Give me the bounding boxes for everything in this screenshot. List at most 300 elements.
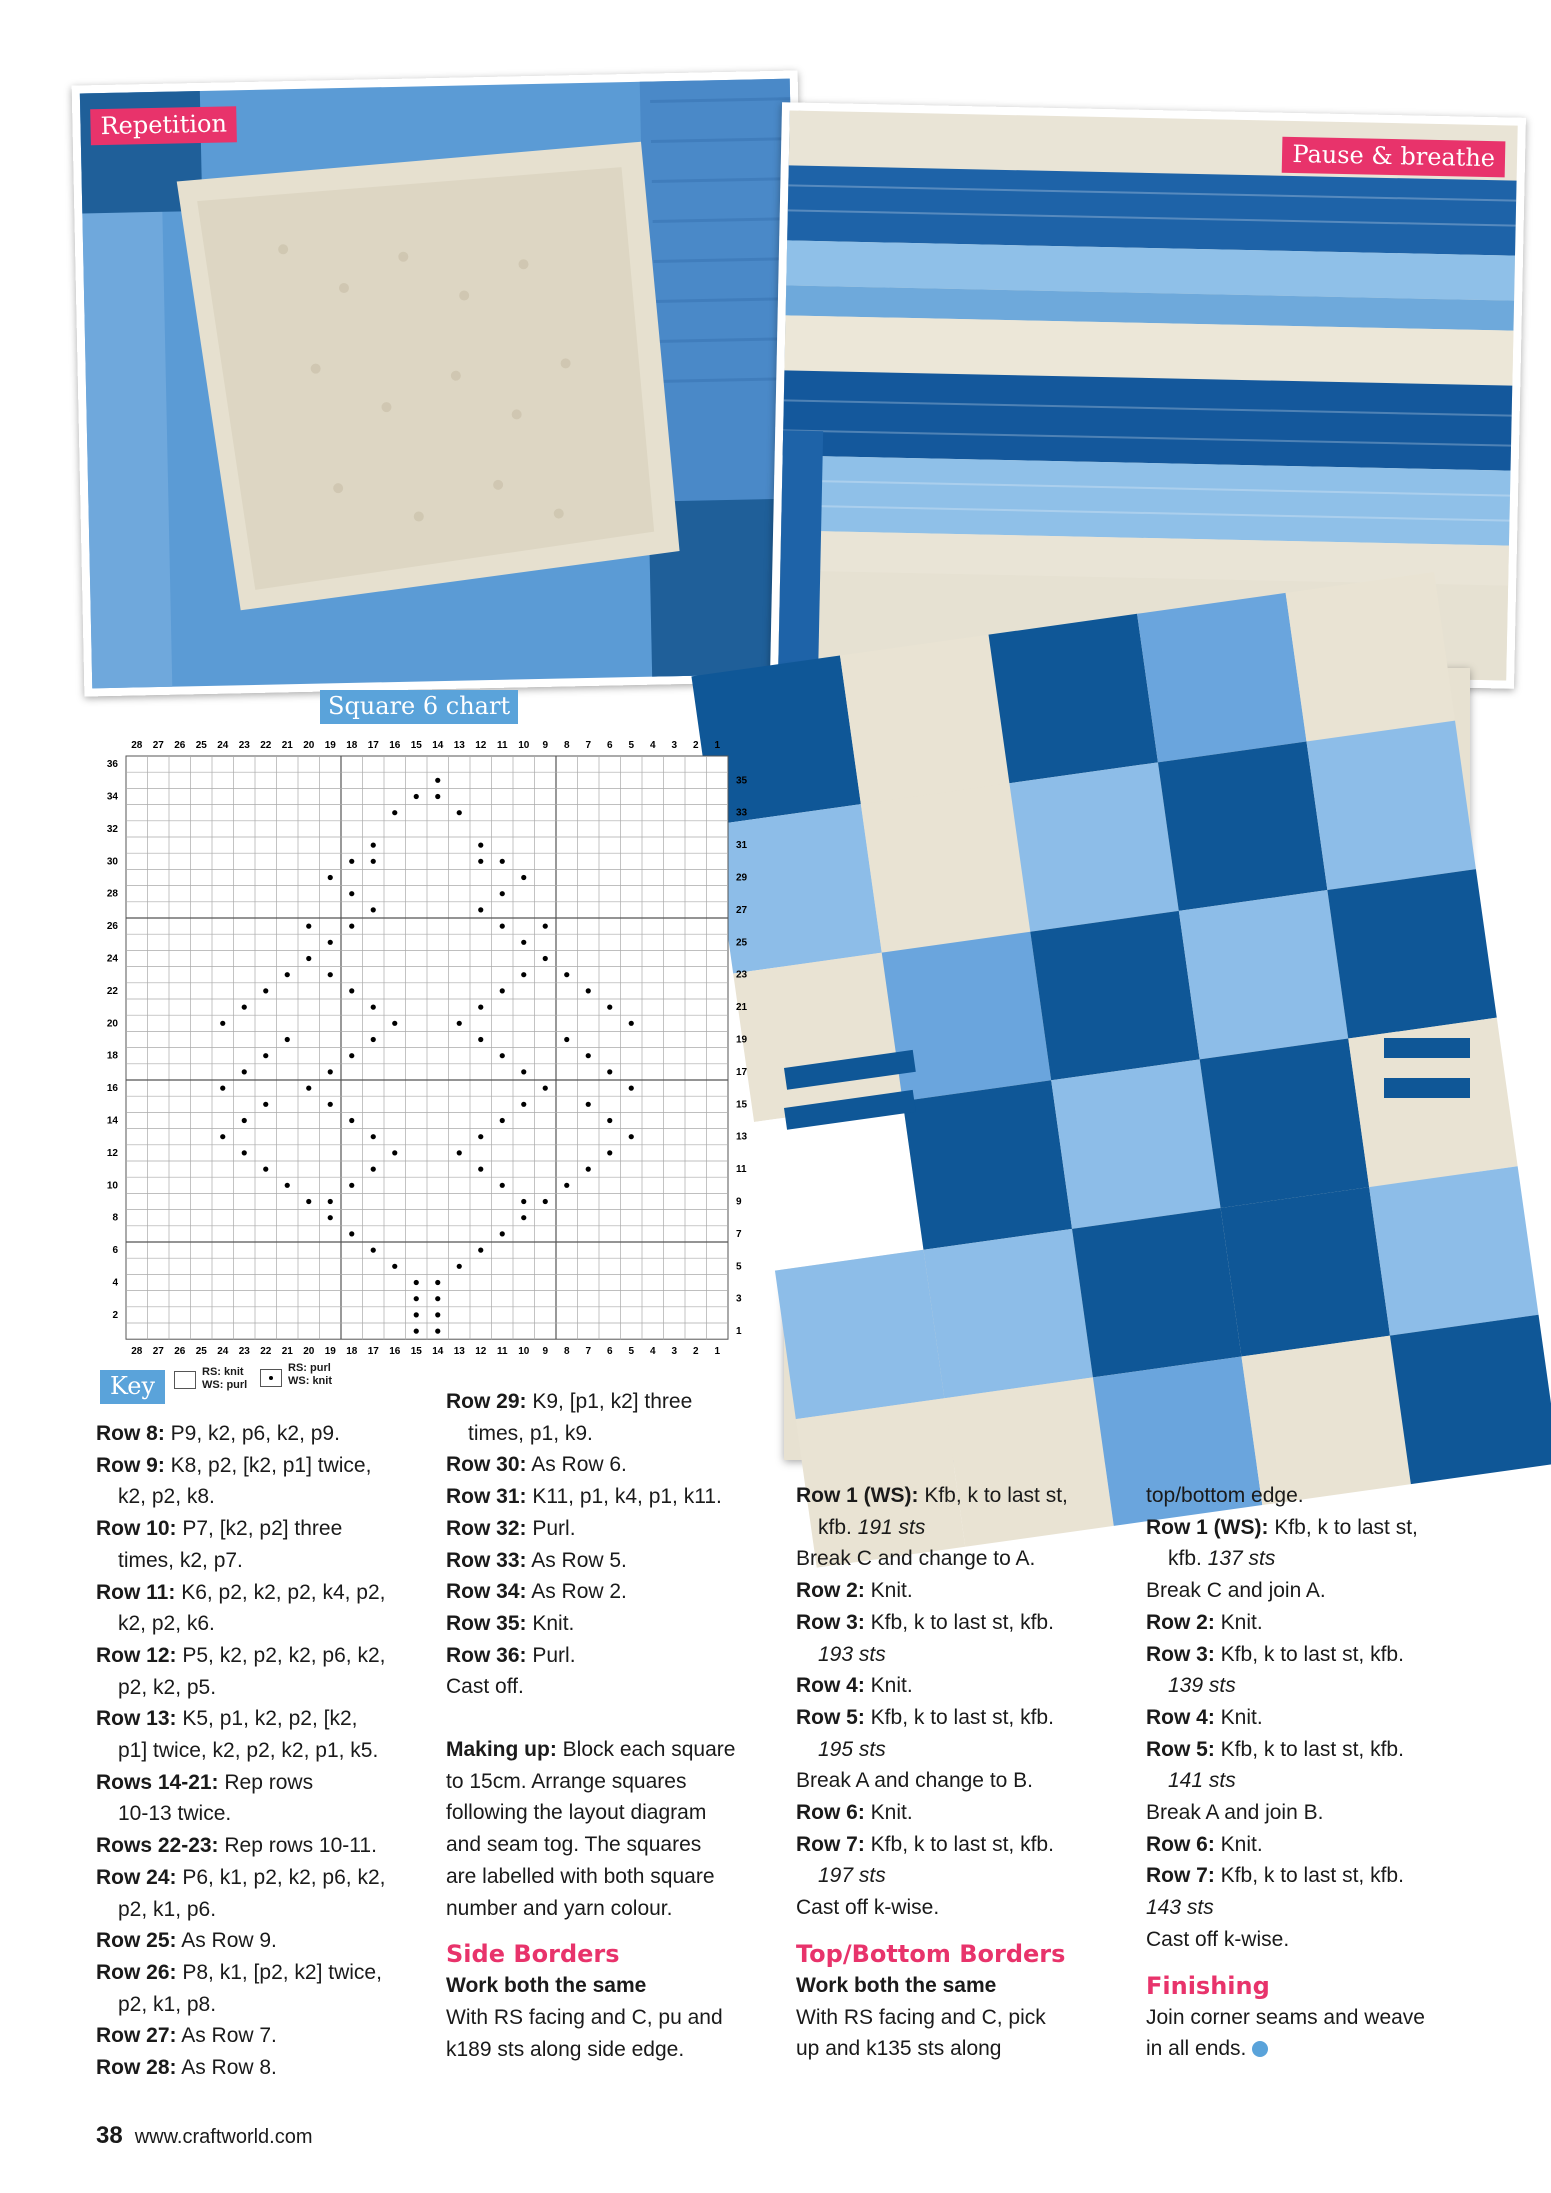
instruction-line: Row 2: Knit. [1146, 1610, 1263, 1634]
purl-dot [349, 1231, 354, 1236]
purl-dot [242, 1005, 247, 1010]
purl-key-icon [260, 1369, 282, 1387]
instruction-line: Row 28: As Row 8. [96, 2056, 277, 2080]
website: www.craftworld.com [134, 2126, 313, 2148]
col-label-bottom: 11 [496, 1346, 508, 1358]
purl-dot [586, 1102, 591, 1107]
purl-dot [500, 924, 505, 929]
col-label-top: 8 [563, 740, 570, 751]
chart-title: Square 6 chart [320, 690, 518, 724]
col-label-top: 9 [542, 740, 549, 751]
purl-dot [263, 1167, 268, 1172]
instruction-line: k2, p2, k6. [118, 1612, 215, 1636]
instruction-line: Row 35: Knit. [446, 1611, 575, 1635]
purl-dot [220, 1021, 225, 1026]
instruction-line: p2, k1, p6. [118, 1897, 217, 1921]
col-label-bottom: 4 [649, 1346, 656, 1358]
purl-dot [629, 1021, 634, 1026]
purl-dot [349, 891, 354, 896]
instruction-line: Row 8: P9, k2, p6, k2, p9. [96, 1422, 340, 1445]
purl-dot [242, 1069, 247, 1074]
row-label-left: 34 [106, 791, 118, 803]
row-label: Row 35: [446, 1611, 527, 1635]
instruction-line [1146, 1892, 1476, 1924]
row-label: Row 4: [1146, 1705, 1215, 1729]
row-label-left: 24 [106, 953, 118, 965]
stitch-count: 141 sts [1168, 1769, 1236, 1793]
purl-dot [328, 940, 333, 945]
row-label: Row 10: [96, 1517, 177, 1541]
purl-dot [500, 1118, 505, 1123]
row-label: Row 36: [446, 1643, 527, 1667]
row-label-left: 26 [106, 921, 118, 933]
instruction-line: Break C and change to A. [796, 1547, 1036, 1571]
row-label-right: 3 [736, 1293, 742, 1305]
purl-dot [521, 940, 526, 945]
row-label-right: 13 [736, 1131, 748, 1143]
instruction-line: p1] twice, k2, p2, k2, p1, k5. [118, 1739, 379, 1763]
col-label-bottom: 19 [324, 1346, 336, 1358]
instruction-line: to 15cm. Arrange squares [446, 1769, 687, 1793]
instruction-line: Row 6: Knit. [796, 1801, 913, 1825]
col-label-bottom: 6 [606, 1346, 613, 1358]
instruction-line: Row 7: Kfb, k to last st, kfb. [1146, 1864, 1404, 1888]
instruction-line: up and k135 sts along [796, 2037, 1002, 2061]
purl-dot [564, 972, 569, 977]
purl-dot [500, 1183, 505, 1188]
instruction-line: Row 3: Kfb, k to last st, kfb. [796, 1610, 1054, 1634]
instruction-line: are labelled with both square [446, 1864, 715, 1888]
purl-dot [435, 1296, 440, 1301]
row-label: Row 24: [96, 1865, 177, 1889]
instruction-line: top/bottom edge. [1146, 1484, 1304, 1507]
purl-dot [328, 972, 333, 977]
purl-dot [414, 794, 419, 799]
instruction-line [796, 1734, 1126, 1766]
instruction-line: k2, p2, k8. [118, 1485, 215, 1509]
row-label-left: 32 [106, 823, 118, 835]
col-label-bottom: 28 [131, 1346, 143, 1358]
col-label-top: 3 [671, 740, 678, 751]
stitch-count: 137 sts [1207, 1547, 1276, 1571]
instruction-line: Row 7: Kfb, k to last st, kfb. [796, 1832, 1054, 1856]
purl-dot [220, 1134, 225, 1139]
page-number: 38 [96, 2122, 123, 2149]
purl-dot [500, 1053, 505, 1058]
purl-dot [371, 1134, 376, 1139]
row-label: Row 3: [796, 1610, 865, 1634]
purl-dot [607, 1069, 612, 1074]
row-label-right: 29 [736, 872, 748, 884]
col-label-bottom: 13 [453, 1346, 465, 1358]
pattern-column-4 [1146, 1480, 1476, 2065]
col-label-bottom: 10 [518, 1346, 530, 1358]
instruction-line: Row 1 (WS): Kfb, k to last st, [796, 1484, 1068, 1507]
col-label-bottom: 27 [152, 1346, 164, 1358]
spacer [446, 1703, 776, 1734]
purl-dot [435, 1280, 440, 1285]
instruction-line: kfb. 191 sts [818, 1515, 926, 1539]
instruction-line: Row 27: As Row 7. [96, 2024, 277, 2048]
repetition-photo [72, 70, 811, 696]
col-label-bottom: 14 [432, 1346, 444, 1358]
row-label-right: 31 [736, 840, 748, 852]
col-label-bottom: 17 [367, 1346, 379, 1358]
col-label-bottom: 25 [195, 1346, 207, 1358]
blanket-photo [784, 668, 1470, 1460]
col-label-bottom: 7 [585, 1346, 592, 1358]
purl-dot [521, 1199, 526, 1204]
pattern-column-1 [96, 1418, 426, 2084]
row-label-right: 33 [736, 807, 748, 819]
instruction-line: Row 26: P8, k1, [p2, k2] twice, [96, 1960, 382, 1984]
instruction-line: Row 10: P7, [k2, p2] three [96, 1517, 343, 1541]
section-heading: Finishing [1146, 1971, 1270, 2000]
col-label-bottom: 24 [217, 1346, 229, 1358]
purl-dot [435, 1329, 440, 1334]
instruction-line: p2, k1, p8. [118, 1992, 217, 2016]
col-label-top: 15 [410, 740, 422, 751]
row-label: Row 5: [1146, 1737, 1215, 1761]
stitch-count: 139 sts [1168, 1674, 1236, 1698]
key-purl [288, 1362, 332, 1388]
section-heading: Side Borders [446, 1940, 620, 1969]
purl-dot [629, 1134, 634, 1139]
purl-dot [457, 810, 462, 815]
col-label-bottom: 2 [692, 1346, 699, 1358]
row-label: Row 2: [1146, 1610, 1215, 1634]
purl-dot [500, 988, 505, 993]
col-label-top: 23 [238, 740, 250, 751]
section-heading: Top/Bottom Borders [796, 1939, 1066, 1968]
purl-dot [285, 972, 290, 977]
purl-dot [328, 1199, 333, 1204]
purl-dot [435, 1312, 440, 1317]
purl-dot [285, 1183, 290, 1188]
purl-dot [478, 907, 483, 912]
col-label-top: 24 [217, 740, 229, 751]
col-label-top: 22 [260, 740, 272, 751]
purl-dot [478, 1167, 483, 1172]
purl-dot [371, 859, 376, 864]
row-label: Rows 22-23: [96, 1834, 219, 1858]
instruction-line: Row 4: Knit. [796, 1674, 913, 1698]
purl-dot [629, 1086, 634, 1091]
row-label: Row 7: [1146, 1864, 1215, 1888]
col-label-bottom: 21 [281, 1346, 293, 1358]
instruction-line: times, k2, p7. [118, 1548, 243, 1572]
row-label: Row 11: [96, 1580, 176, 1604]
row-label-right: 35 [736, 775, 748, 787]
purl-dot [414, 1312, 419, 1317]
purl-dot [500, 1231, 505, 1236]
col-label-top: 14 [432, 740, 444, 751]
instruction-line: Row 4: Knit. [1146, 1705, 1263, 1729]
instruction-line: Row 25: As Row 9. [96, 1929, 277, 1953]
instruction-line: number and yarn colour. [446, 1896, 673, 1920]
repetition-tag: Repetition [90, 106, 237, 145]
purl-dot [478, 1134, 483, 1139]
purl-dot [435, 794, 440, 799]
col-label-top: 4 [649, 740, 656, 751]
purl-dot [392, 1264, 397, 1269]
purl-dot [457, 1264, 462, 1269]
row-label-left: 10 [106, 1180, 118, 1192]
row-label-left: 30 [106, 856, 118, 868]
row-label: Row 27: [96, 2024, 177, 2048]
pattern-column-2 [446, 1386, 776, 2065]
purl-dot [478, 843, 483, 848]
purl-dot [392, 810, 397, 815]
purl-dot [242, 1150, 247, 1155]
row-label: Work both the same [796, 1973, 997, 1997]
purl-dot [478, 1248, 483, 1253]
purl-dot [349, 1053, 354, 1058]
instruction-line: in all ends. [1146, 2033, 1476, 2065]
col-label-bottom: 8 [563, 1346, 570, 1358]
purl-dot [521, 1069, 526, 1074]
col-label-top: 5 [628, 740, 635, 751]
purl-dot [392, 1021, 397, 1026]
row-label-right: 9 [736, 1196, 742, 1208]
purl-dot [414, 1296, 419, 1301]
purl-dot [586, 1053, 591, 1058]
purl-dot [607, 1005, 612, 1010]
row-label: Row 2: [796, 1579, 865, 1603]
col-label-top: 7 [585, 740, 592, 751]
purl-dot [371, 1005, 376, 1010]
purl-dot [306, 1086, 311, 1091]
instruction-line: k189 sts along side edge. [446, 2037, 685, 2061]
col-label-bottom: 18 [346, 1346, 358, 1358]
row-label: Row 33: [446, 1548, 527, 1572]
row-label: Making up: [446, 1738, 557, 1762]
purl-dot [500, 891, 505, 896]
row-label: Row 9: [96, 1453, 165, 1477]
purl-dot [414, 1329, 419, 1334]
row-label: Row 30: [446, 1453, 527, 1477]
row-label-left: 36 [106, 759, 118, 771]
col-label-top: 26 [174, 740, 186, 751]
instruction-line: Row 31: K11, p1, k4, p1, k11. [446, 1485, 722, 1509]
row-label-left: 22 [106, 985, 118, 997]
row-label: Row 3: [1146, 1642, 1215, 1666]
purl-dot [543, 924, 548, 929]
row-label: Row 4: [796, 1674, 865, 1698]
purl-dot [521, 1102, 526, 1107]
col-label-top: 25 [195, 740, 207, 751]
instruction-line: Row 6: Knit. [1146, 1832, 1263, 1856]
purl-dot [349, 1183, 354, 1188]
instruction-line: Rows 22-23: Rep rows 10-11. [96, 1834, 377, 1858]
instruction-line: Cast off k-wise. [1146, 1927, 1290, 1951]
instruction-line [796, 1639, 1126, 1671]
purl-dot [521, 972, 526, 977]
row-label: Row 13: [96, 1707, 177, 1731]
row-label: Row 8: [96, 1422, 165, 1445]
instruction-line: Row 29: K9, [p1, k2] three [446, 1390, 693, 1413]
stitch-count: 143 sts [1146, 1896, 1214, 1920]
row-label: Row 1 (WS): [796, 1484, 919, 1507]
instruction-line: Break A and join B. [1146, 1801, 1324, 1825]
purl-dot [371, 907, 376, 912]
purl-dot [306, 1199, 311, 1204]
row-label-right: 19 [736, 1034, 748, 1046]
instruction-line: Row 11: K6, p2, k2, p2, k4, p2, [96, 1580, 386, 1604]
purl-dot [586, 988, 591, 993]
purl-dot [543, 1086, 548, 1091]
row-label: Row 6: [1146, 1832, 1215, 1856]
instruction-line: Rows 14-21: Rep rows [96, 1770, 314, 1794]
stitch-count: 193 sts [818, 1642, 886, 1666]
key-knit [202, 1366, 247, 1392]
row-label: Row 29: [446, 1390, 527, 1413]
stitch-count: 195 sts [818, 1737, 886, 1761]
row-label-right: 27 [736, 904, 748, 916]
purl-dot [328, 875, 333, 880]
instruction-line [796, 1860, 1126, 1892]
row-label-right: 11 [736, 1164, 747, 1176]
purl-dot [457, 1021, 462, 1026]
purl-dot [263, 1102, 268, 1107]
col-label-top: 13 [453, 740, 465, 751]
row-label: Rows 14-21: [96, 1770, 219, 1794]
purl-dot [500, 859, 505, 864]
col-label-top: 6 [606, 740, 613, 751]
row-label: Work both the same [446, 1974, 647, 1998]
purl-dot [607, 1118, 612, 1123]
col-label-bottom: 15 [410, 1346, 422, 1358]
stitch-count: 191 sts [857, 1515, 926, 1539]
row-label-left: 2 [112, 1309, 118, 1321]
col-label-bottom: 5 [628, 1346, 635, 1358]
col-label-top: 11 [496, 740, 508, 751]
instruction-line: Row 34: As Row 2. [446, 1580, 627, 1604]
purl-dot [457, 1150, 462, 1155]
pattern-column-3 [796, 1480, 1126, 2065]
purl-dot [371, 1037, 376, 1042]
row-label-right: 15 [736, 1099, 748, 1111]
row-label: Row 7: [796, 1832, 865, 1856]
col-label-bottom: 3 [671, 1346, 678, 1358]
instruction-line: Row 2: Knit. [796, 1579, 913, 1603]
key-purl-rs: RS: purl [288, 1362, 331, 1374]
row-label-right: 5 [736, 1261, 742, 1273]
col-label-bottom: 16 [389, 1346, 401, 1358]
purl-dot [306, 924, 311, 929]
col-label-top: 18 [346, 740, 358, 751]
row-label-left: 18 [106, 1050, 118, 1062]
purl-dot [349, 924, 354, 929]
pause-breathe-tag: Pause & breathe [1282, 137, 1505, 178]
purl-dot [349, 1118, 354, 1123]
purl-dot [543, 1199, 548, 1204]
row-label-left: 4 [112, 1277, 118, 1289]
instruction-line: Row 36: Purl. [446, 1643, 576, 1667]
row-label-right: 7 [736, 1228, 742, 1240]
purl-dot [371, 1248, 376, 1253]
purl-dot [263, 988, 268, 993]
instruction-line: Row 30: As Row 6. [446, 1453, 627, 1477]
instruction-line: Break C and join A. [1146, 1579, 1326, 1603]
yarn-ball-icon [1252, 2041, 1268, 2057]
col-label-top: 28 [131, 740, 143, 751]
col-label-top: 10 [518, 740, 530, 751]
purl-dot [478, 1005, 483, 1010]
purl-dot [328, 1215, 333, 1220]
col-label-top: 19 [324, 740, 336, 751]
purl-dot [521, 875, 526, 880]
row-label: Row 6: [796, 1801, 865, 1825]
key-knit-ws: WS: purl [202, 1379, 248, 1391]
row-label-left: 6 [112, 1245, 118, 1257]
instruction-line: and seam tog. The squares [446, 1833, 702, 1857]
col-label-top: 27 [152, 740, 164, 751]
row-label-left: 14 [106, 1115, 118, 1127]
purl-dot [371, 1167, 376, 1172]
instruction-line: times, p1, k9. [468, 1421, 593, 1445]
row-label-right: 25 [736, 937, 748, 949]
col-label-bottom: 26 [174, 1346, 186, 1358]
row-label: Row 34: [446, 1580, 527, 1604]
instruction-line: p2, k2, p5. [118, 1675, 217, 1699]
row-label: Row 32: [446, 1516, 527, 1540]
purl-dot [285, 1037, 290, 1042]
purl-dot [349, 859, 354, 864]
instruction-line: Row 13: K5, p1, k2, p2, [k2, [96, 1707, 358, 1731]
square-6-chart [82, 728, 748, 1358]
col-label-top: 20 [303, 740, 315, 751]
col-label-top: 1 [714, 740, 721, 751]
col-label-top: 12 [475, 740, 487, 751]
row-label: Row 26: [96, 1960, 177, 1984]
key-purl-ws: WS: knit [288, 1375, 332, 1387]
instruction-line: kfb. 137 sts [1168, 1547, 1276, 1571]
instruction-line: Join corner seams and weave [1146, 2005, 1425, 2029]
purl-dot [349, 988, 354, 993]
col-label-bottom: 22 [260, 1346, 272, 1358]
purl-dot [414, 1280, 419, 1285]
purl-dot [392, 1150, 397, 1155]
purl-dot [543, 956, 548, 961]
row-label-left: 28 [106, 888, 118, 900]
instruction-line: Row 33: As Row 5. [446, 1548, 627, 1572]
purl-dot [220, 1086, 225, 1091]
row-label-left: 16 [106, 1083, 118, 1095]
purl-dot [306, 956, 311, 961]
col-label-top: 16 [389, 740, 401, 751]
footer [96, 2122, 313, 2150]
purl-dot [607, 1150, 612, 1155]
instruction-line [796, 1970, 1126, 2002]
key-label: Key [100, 1370, 165, 1404]
col-label-top: 2 [692, 740, 699, 751]
col-label-bottom: 12 [475, 1346, 487, 1358]
row-label: Row 25: [96, 1929, 177, 1953]
row-label: Row 12: [96, 1643, 177, 1667]
purl-dot [328, 1069, 333, 1074]
instruction-line [446, 1970, 776, 2002]
instruction-line: With RS facing and C, pu and [446, 2005, 723, 2029]
instruction-line: Making up: Block each square [446, 1738, 736, 1762]
row-label-left: 20 [106, 1018, 118, 1030]
purl-dot [586, 1167, 591, 1172]
instruction-line: Row 24: P6, k1, p2, k2, p6, k2, [96, 1865, 386, 1889]
col-label-top: 17 [367, 740, 379, 751]
row-label: Row 28: [96, 2056, 177, 2080]
purl-dot [263, 1053, 268, 1058]
row-label-right: 23 [736, 969, 748, 981]
